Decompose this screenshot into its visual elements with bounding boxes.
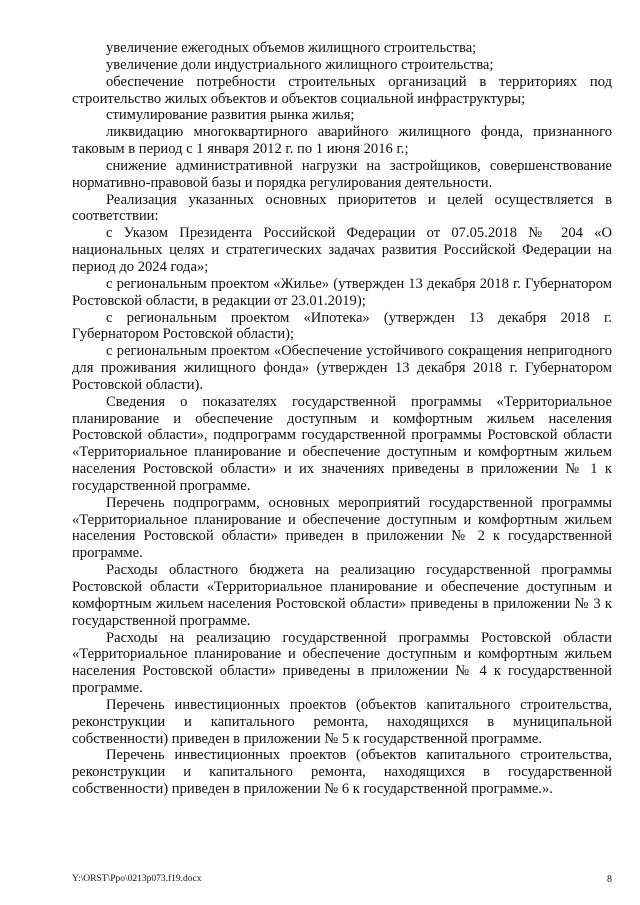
paragraph: с Указом Президента Российской Федерации от 07.05.2018 № 204 «О национальных целях и стратегических задачах развития Российской Федерации на период до 2024 года»; bbox=[72, 225, 612, 275]
paragraph: обеспечение потребности строительных организаций в территориях под строительство жилых объектов и объектов социальной инфраструктуры; bbox=[72, 73, 612, 107]
paragraph: с региональным проектом «Ипотека» (утвержден 13 декабря 2018 г. Губернатором Ростовской области); bbox=[72, 309, 612, 343]
paragraph: стимулирование развития рынка жилья; bbox=[106, 107, 355, 124]
paragraph: ликвидацию многоквартирного аварийного жилищного фонда, признанного таковым в период с 1 января 2012 г. по 1 июня 2016 г.; bbox=[72, 124, 612, 158]
paragraph: Перечень инвестиционных проектов (объектов капитального строительства, реконструкции и капитального ремонта, находящихся в муниципальной собственности) приведен в приложении № 5 к государственной программе. bbox=[72, 696, 612, 747]
paragraph: Реализация указанных основных приоритетов и целей осуществляется в соответствии: bbox=[72, 191, 612, 225]
paragraph: Расходы областного бюджета на реализацию государственной программы Ростовской области «Территориальное планирование и обеспечение доступным и комфортным жильем населения Ростовской области» приведены в приложении № 3 к государственной программе. bbox=[72, 562, 612, 629]
paragraph: с региональным проектом «Жилье» (утвержден 13 декабря 2018 г. Губернатором Ростовской области, в редакции от 23.01.2019); bbox=[72, 275, 612, 309]
paragraph: Перечень инвестиционных проектов (объектов капитального строительства, реконструкции и капитального ремонта, находящихся в государственной собственности) приведен в приложении № 6 к государственной программе.». bbox=[72, 747, 612, 798]
footer-file-path: Y:\ORST\Ppo\0213p073.f19.docx bbox=[72, 874, 202, 884]
document-body bbox=[72, 40, 612, 798]
page-number: 8 bbox=[607, 874, 612, 885]
paragraph: Перечень подпрограмм, основных мероприятий государственной программы «Территориальное планирование и обеспечение доступным и комфортным жильем населения Ростовской области» приведен в приложении № 2 к государственной программе. bbox=[72, 494, 612, 562]
paragraph: с региональным проектом «Обеспечение устойчивого сокращения непригодного для проживания жилищного фонда» (утвержден 13 декабря 2018 г. Губернатором Ростовской области). bbox=[72, 343, 612, 393]
paragraph: снижение административной нагрузки на застройщиков, совершенствование нормативно-правовой базы и порядка регулирования деятельности. bbox=[72, 157, 612, 191]
paragraph: увеличение ежегодных объемов жилищного строительства; bbox=[106, 40, 477, 56]
paragraph: увеличение доли индустриального жилищного строительства; bbox=[106, 56, 494, 73]
paragraph: Сведения о показателях государственной программы «Территориальное планирование и обеспечение доступным и комфортным жильем населения Ростовской области», подпрограмм государственной программы Ростовской области «Территориальное планирование и обеспечение доступным и комфортным жильем населения Ростовской области» и их значениях приведены в приложении № 1 к государственной программе. bbox=[72, 393, 612, 494]
paragraph: Расходы на реализацию государственной программы Ростовской области «Территориальное планирование и обеспечение доступным и комфортным жильем населения Ростовской области» приведены в приложении № 4 к государственной программе. bbox=[72, 629, 612, 697]
